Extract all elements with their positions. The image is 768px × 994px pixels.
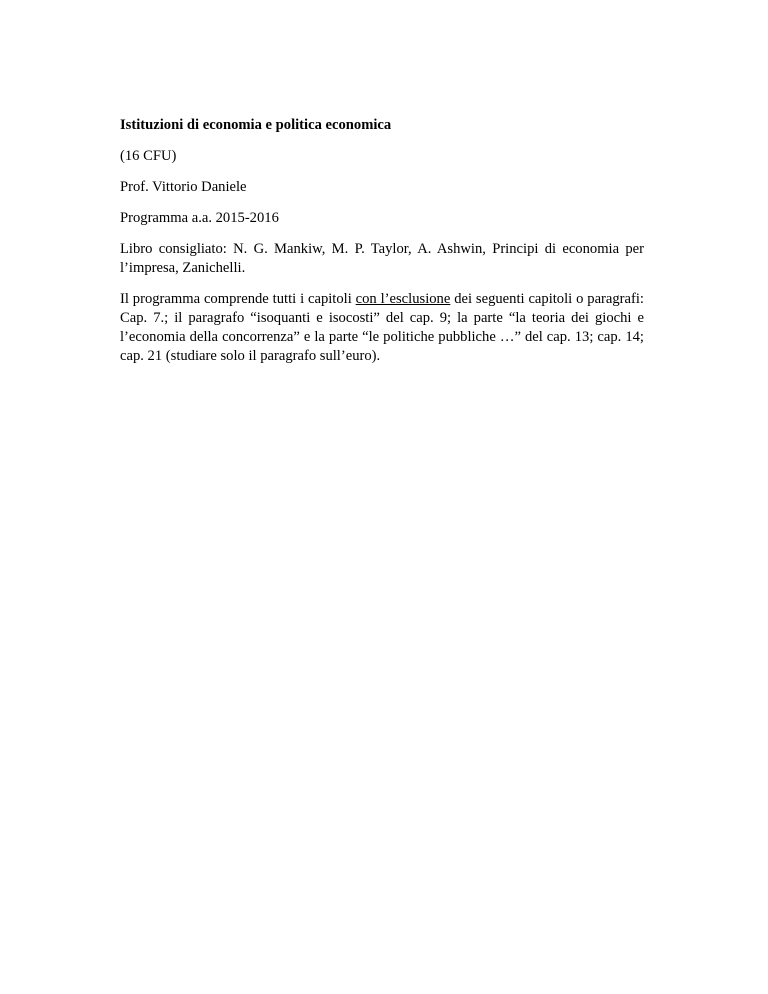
- professor-name: Prof. Vittorio Daniele: [120, 179, 247, 195]
- program-year: Programma a.a. 2015-2016: [120, 210, 279, 226]
- program-text-before: Il programma comprende tutti i capitoli: [120, 291, 356, 307]
- textbook-paragraph: Libro consigliato: N. G. Mankiw, M. P. Taylor, A. Ashwin, Principi di economia per l’impresa, Zanichelli.: [120, 241, 644, 276]
- program-text-after: dei seguenti capitoli o paragrafi: Cap. 7.; il paragrafo “isoquanti e isocosti” del cap. 9; la parte “la teoria dei giochi e l’economia della concorrenza” e la parte “le politiche pubbliche …” del cap. 13; cap. 14; cap. 21 (studiare solo il paragrafo sull’euro).: [120, 291, 644, 364]
- document-body: [120, 116, 644, 378]
- program-paragraph: [120, 290, 644, 366]
- course-title: Istituzioni di economia e politica economica: [120, 117, 392, 133]
- course-credits: (16 CFU): [120, 148, 177, 164]
- program-exclusion-text: con l’esclusione: [355, 291, 451, 307]
